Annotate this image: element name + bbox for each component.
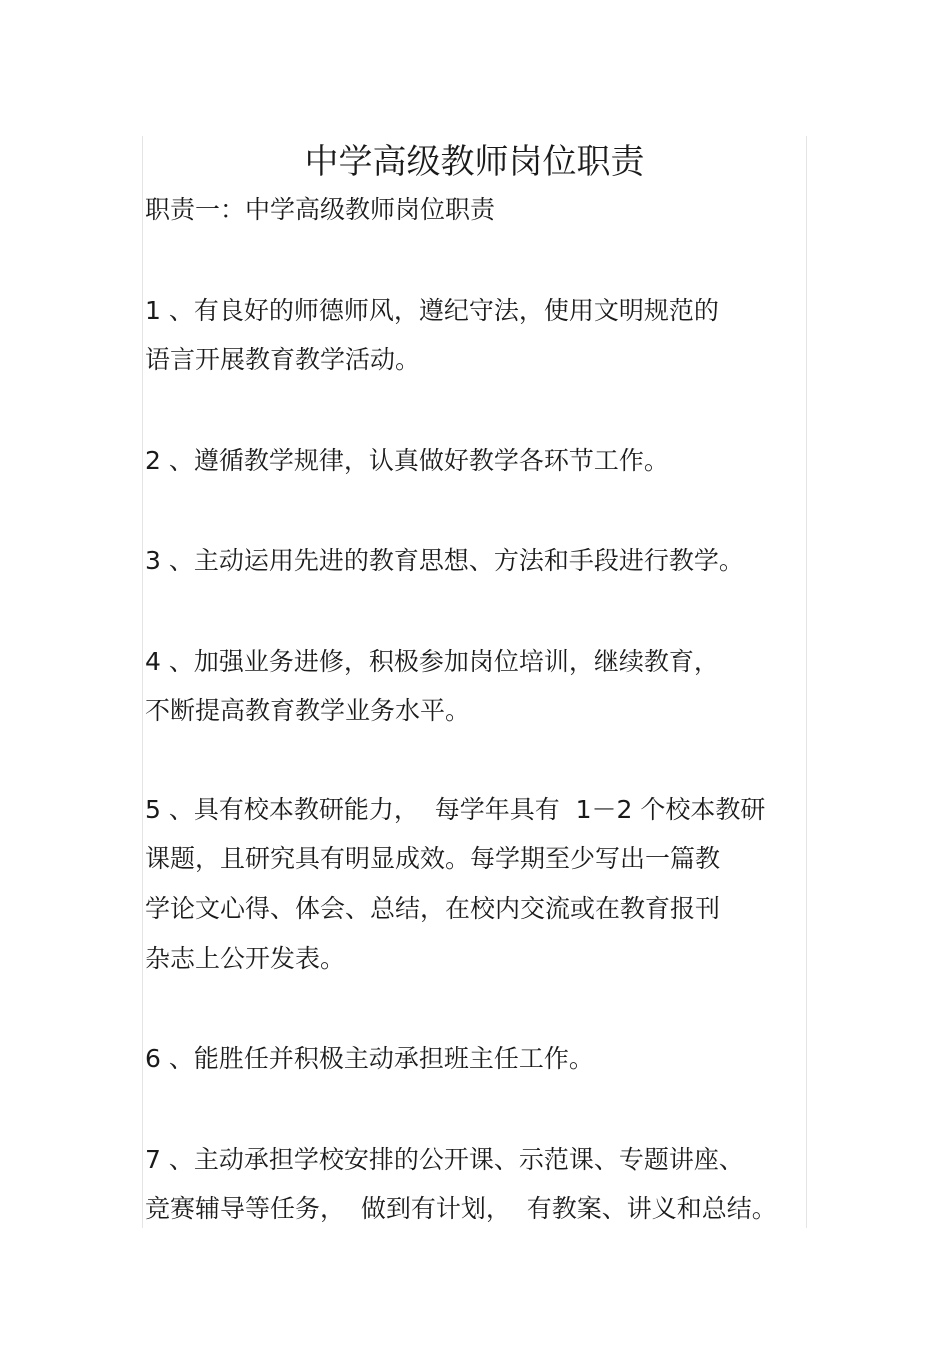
paragraph-line: 竞赛辅导等任务， 做到有计划， 有教案、讲义和总结。: [145, 1194, 777, 1223]
paragraph-line: 语言开展教育教学活动。: [145, 345, 421, 374]
paragraph-line: 6 、能胜任并积极主动承担班主任工作。: [145, 1044, 594, 1073]
paragraph-line: 7 、主动承担学校安排的公开课、示范课、专题讲座、: [145, 1145, 744, 1174]
paragraph-line: 5 、具有校本教研能力， 每学年具有 1－2 个校本教研: [145, 795, 766, 824]
paragraph-line: 杂志上公开发表。: [145, 944, 346, 973]
document-subtitle: 职责一：中学高级教师岗位职责: [145, 195, 496, 224]
paragraph-line: 不断提高教育教学业务水平。: [145, 696, 471, 725]
paragraph-line: 4 、加强业务进修，积极参加岗位培训，继续教育，: [145, 647, 719, 676]
paragraph-line: 1 、有良好的师德师风，遵纪守法，使用文明规范的: [145, 296, 719, 325]
paragraph-line: 2 、遵循教学规律，认真做好教学各环节工作。: [145, 446, 669, 475]
paragraph-line: 学论文心得、体会、总结，在校内交流或在教育报刊: [145, 894, 721, 923]
document-title: 中学高级教师岗位职责: [304, 142, 645, 182]
paragraph-line: 课题，且研究具有明显成效。每学期至少写出一篇教: [145, 844, 721, 873]
paragraph-line: 3 、主动运用先进的教育思想、方法和手段进行教学。: [145, 546, 744, 575]
